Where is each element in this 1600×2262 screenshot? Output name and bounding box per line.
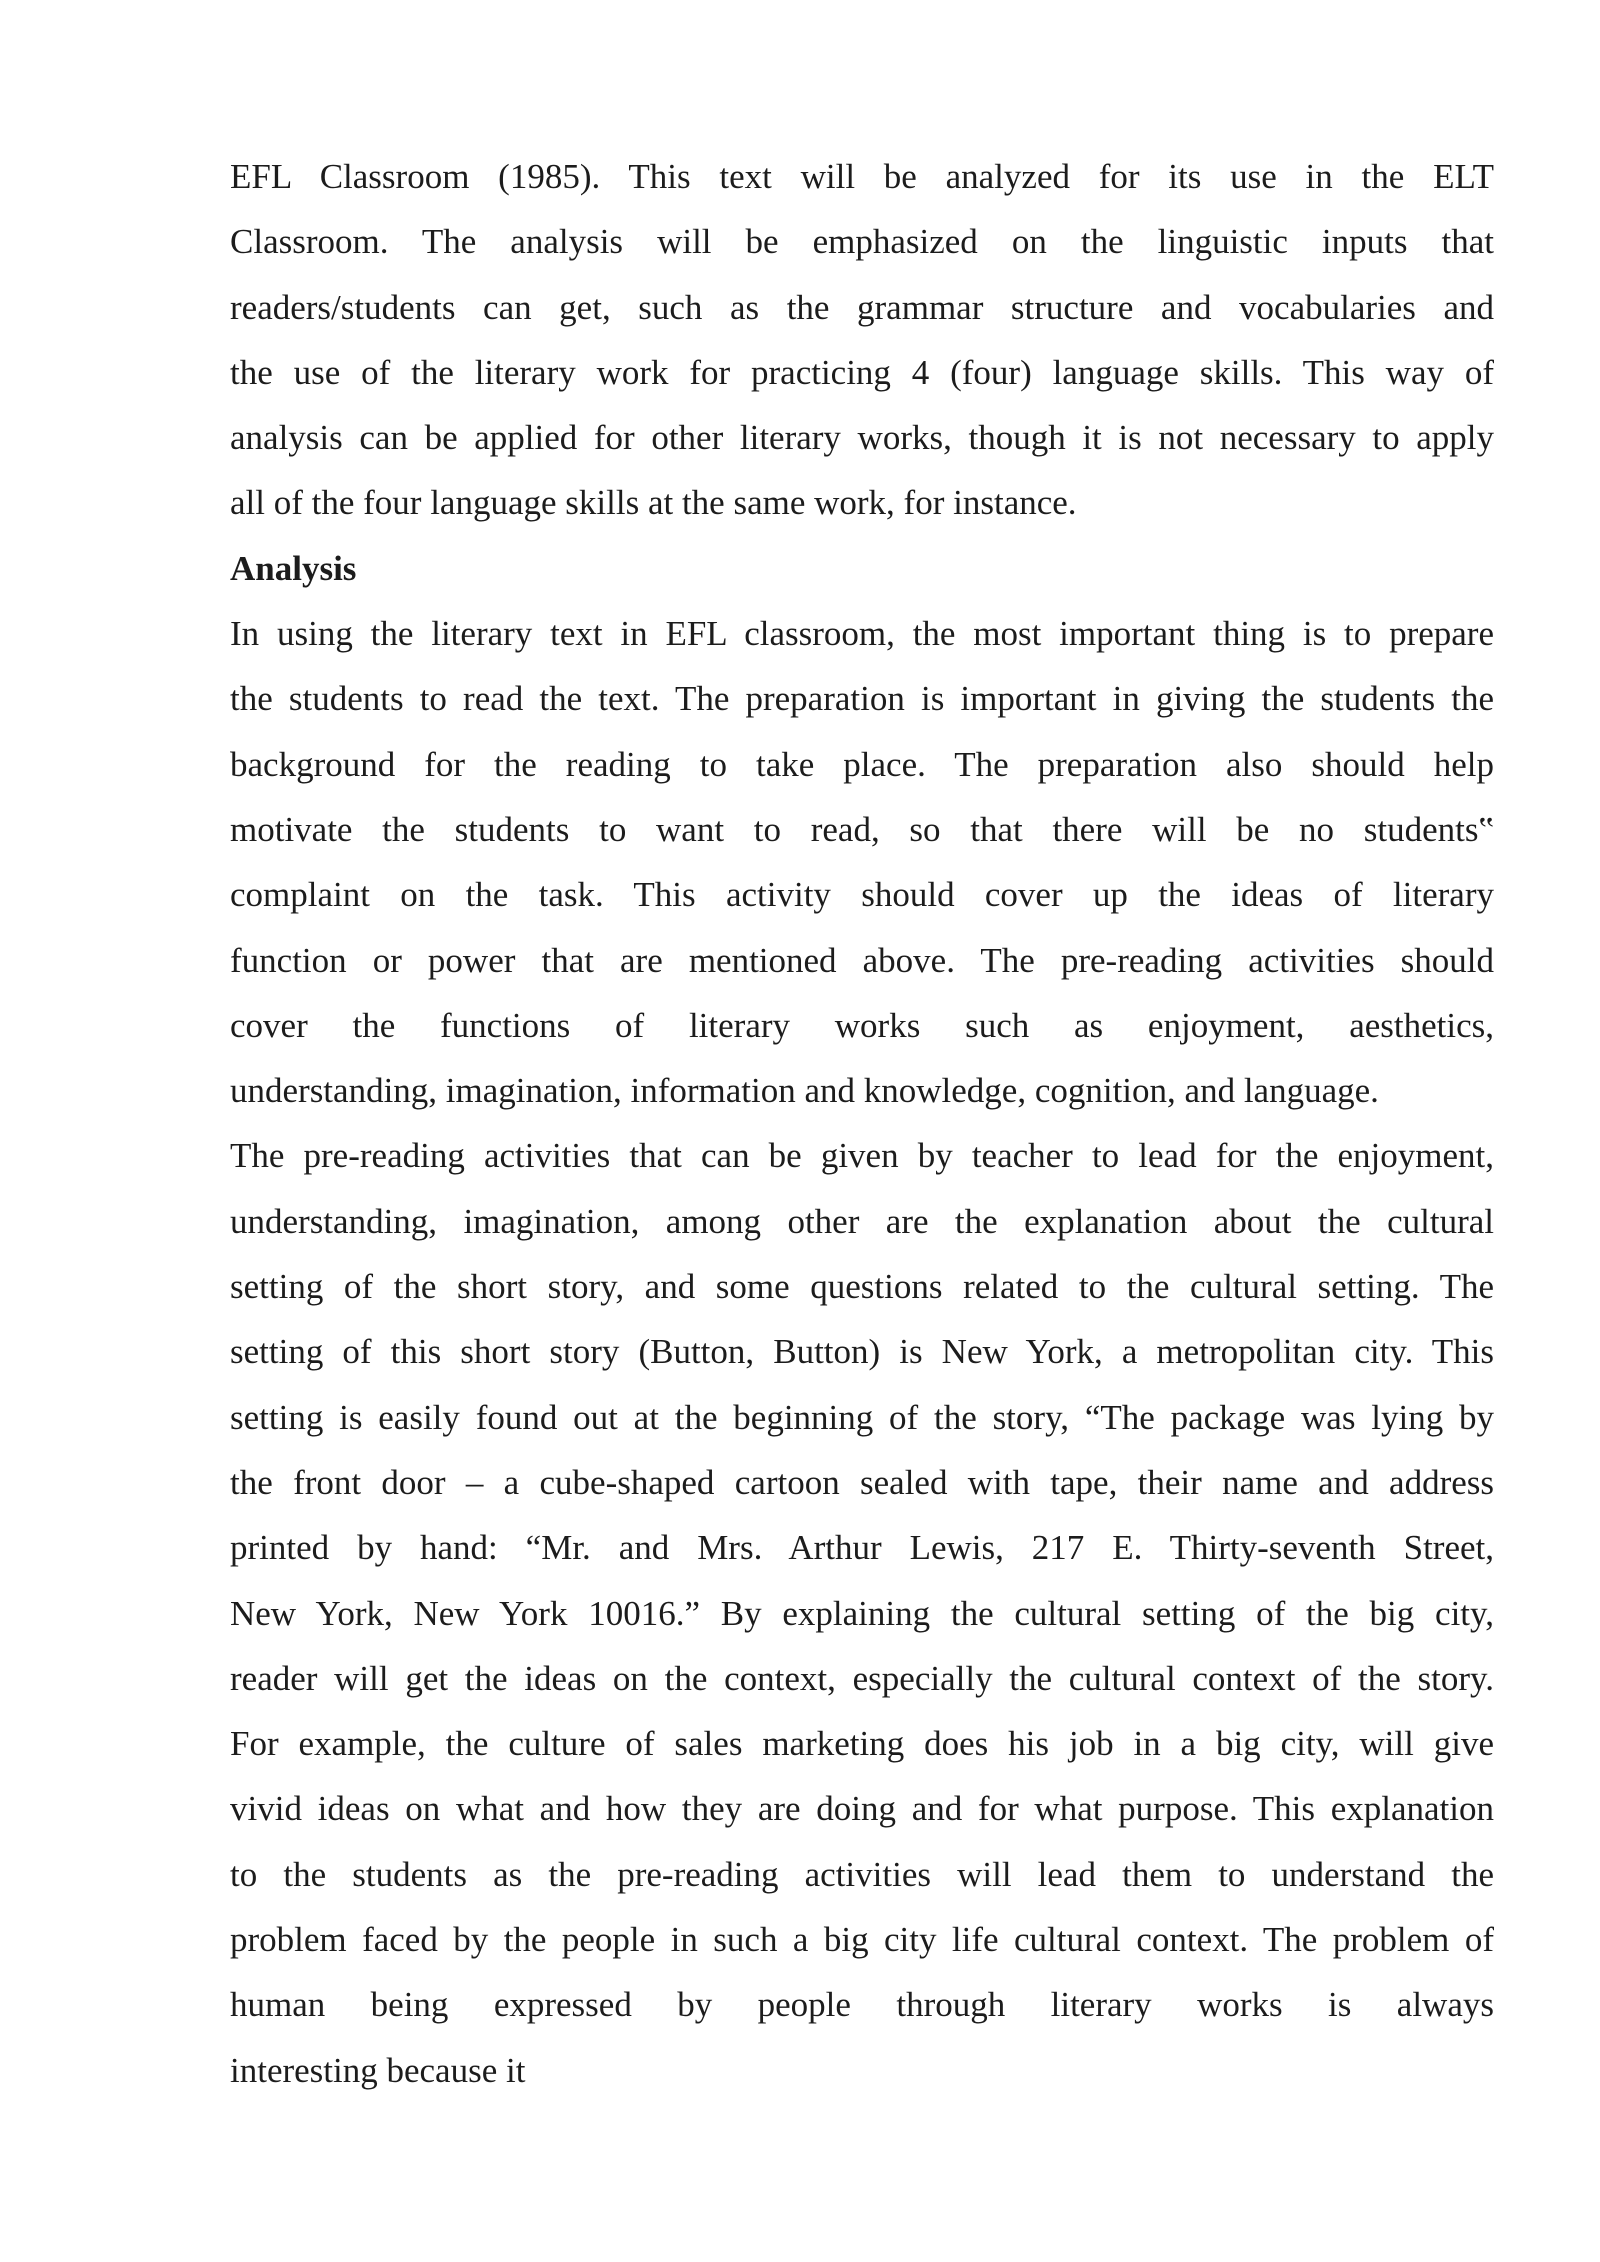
text-line: setting of the short story, and some questions related to the cultural setting. The bbox=[230, 1267, 1494, 1307]
analysis-paragraph-2 bbox=[230, 1123, 1494, 2102]
text-line: reader will get the ideas on the context, especially the cultural context of the story. bbox=[230, 1658, 1494, 1698]
text-line: Classroom. The analysis will be emphasized on the linguistic inputs that bbox=[230, 222, 1494, 262]
text-line: printed by hand: “Mr. and Mrs. Arthur Lewis, 217 E. Thirty-seventh Street, bbox=[230, 1528, 1494, 1568]
text-line: understanding, imagination, information and knowledge, cognition, and language. bbox=[230, 1071, 1379, 1111]
text-line: the use of the literary work for practicing 4 (four) language skills. This way of bbox=[230, 352, 1494, 392]
document-body bbox=[230, 144, 1494, 2103]
analysis-paragraph-1 bbox=[230, 601, 1494, 1123]
text-line: readers/students can get, such as the grammar structure and vocabularies and bbox=[230, 287, 1494, 327]
text-line: complaint on the task. This activity should cover up the ideas of literary bbox=[230, 875, 1494, 915]
text-line: understanding, imagination, among other are the explanation about the cultural bbox=[230, 1201, 1494, 1241]
text-line: For example, the culture of sales marketing does his job in a big city, will give bbox=[230, 1724, 1494, 1764]
section-heading: Analysis bbox=[230, 548, 357, 588]
text-line: EFL Classroom (1985). This text will be analyzed for its use in the ELT bbox=[230, 157, 1494, 196]
text-line: In using the literary text in EFL classroom, the most important thing is to prepare bbox=[230, 614, 1494, 654]
text-line: analysis can be applied for other literary works, though it is not necessary to apply bbox=[230, 418, 1494, 458]
text-line: the front door – a cube-shaped cartoon sealed with tape, their name and address bbox=[230, 1462, 1494, 1502]
text-line: setting is easily found out at the beginning of the story, “The package was lying by bbox=[230, 1397, 1494, 1437]
intro-paragraph bbox=[230, 144, 1494, 536]
text-line: cover the functions of literary works such as enjoyment, aesthetics, bbox=[230, 1005, 1494, 1045]
text-line: all of the four language skills at the same work, for instance. bbox=[230, 483, 1077, 523]
text-line: interesting because it bbox=[230, 2050, 526, 2090]
text-line: background for the reading to take place. The preparation also should help bbox=[230, 744, 1494, 784]
text-line: to the students as the pre-reading activities will lead them to understand the bbox=[230, 1854, 1494, 1894]
text-line: motivate the students to want to read, so that there will be no students‟ bbox=[230, 809, 1494, 849]
text-line: human being expressed by people through literary works is always bbox=[230, 1985, 1494, 2025]
text-line: vivid ideas on what and how they are doing and for what purpose. This explanation bbox=[230, 1789, 1494, 1829]
text-line: problem faced by the people in such a big city life cultural context. The problem of bbox=[230, 1920, 1494, 1960]
text-line: function or power that are mentioned above. The pre-reading activities should bbox=[230, 940, 1494, 980]
text-line: the students to read the text. The preparation is important in giving the students the bbox=[230, 679, 1494, 719]
text-line: setting of this short story (Button, Button) is New York, a metropolitan city. This bbox=[230, 1332, 1494, 1372]
text-line: The pre-reading activities that can be given by teacher to lead for the enjoyment, bbox=[230, 1136, 1494, 1176]
text-line: New York, New York 10016.” By explaining the cultural setting of the big city, bbox=[230, 1593, 1494, 1633]
